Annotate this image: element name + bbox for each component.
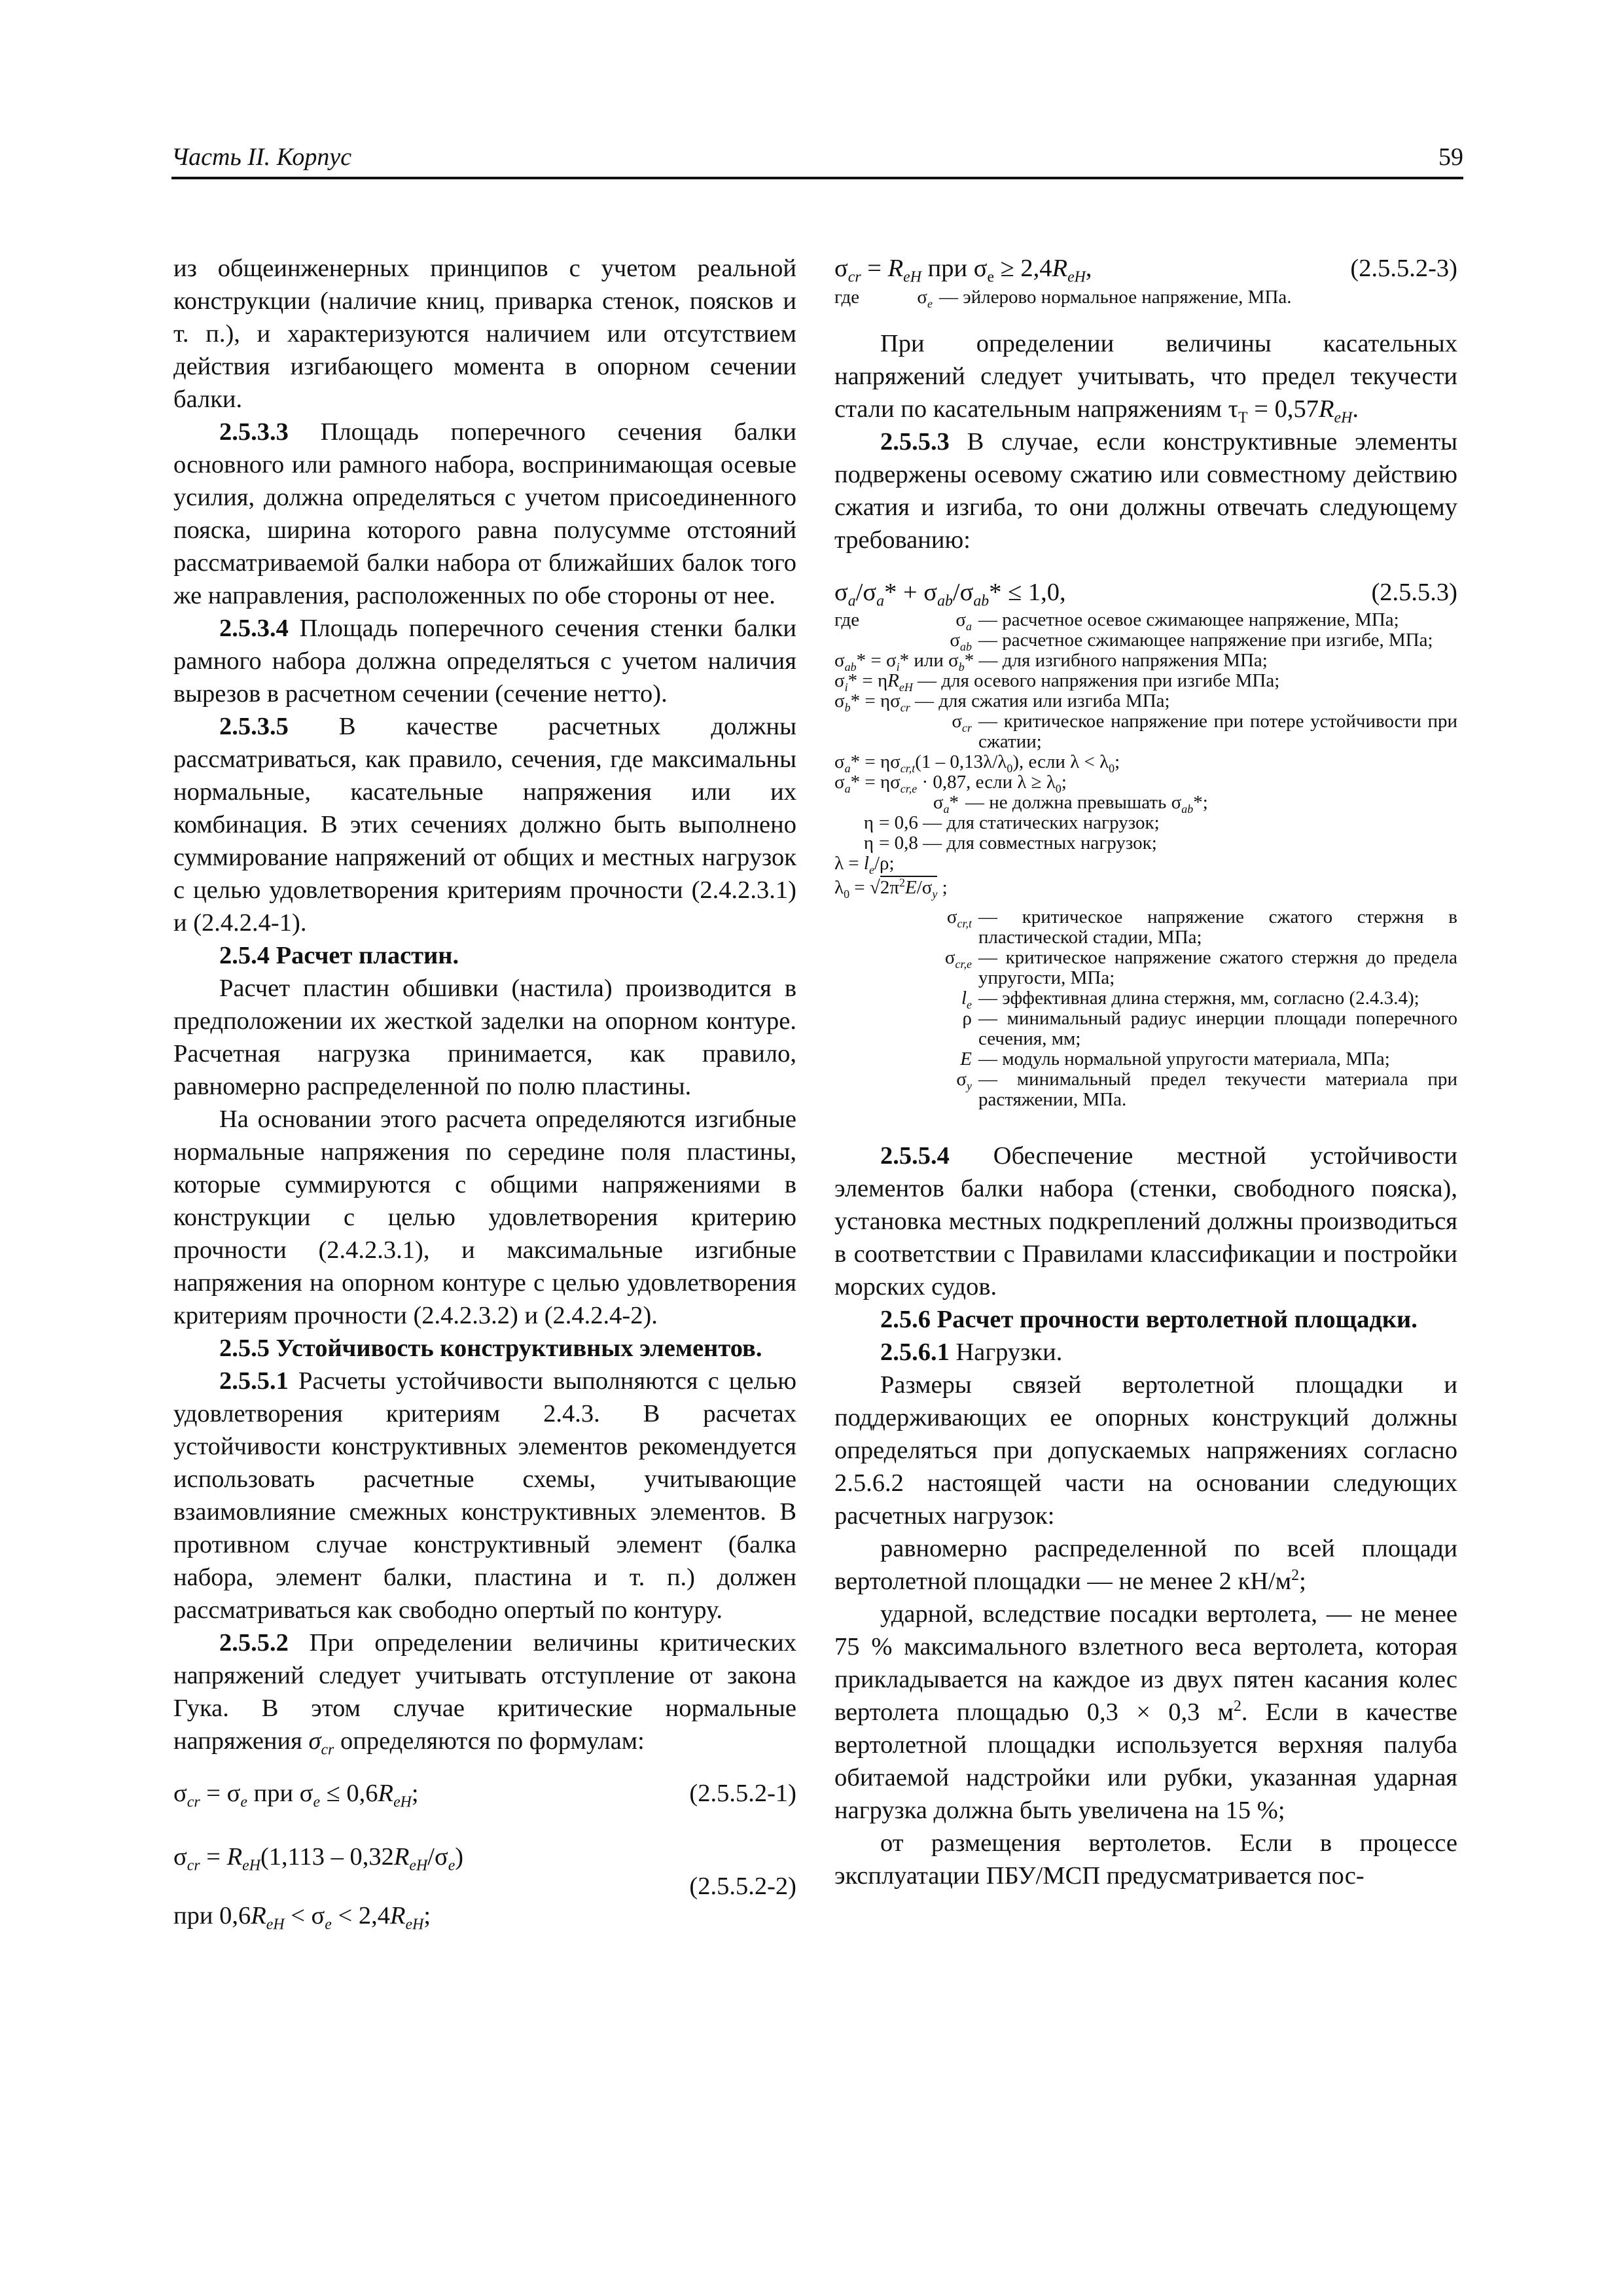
def-row: $\sigma_a*$ — не должна превышать $\sigma_{ab}*$;	[933, 792, 1208, 816]
section-text-end: определяются по формулам:	[334, 1727, 645, 1755]
paragraph-helideck-b: равномерно распределенной по всей площади вертолетной площадки — не менее 2 $кН/м^2$;	[834, 1535, 1457, 1595]
paragraph-helideck-c: ударной, вследствие посадки вертолета, — не менее 75 % максимального взлетного веса вертолета, которая прикладывается на каждое из двух пятен касания колес вертолета площадью 0,3 × 0,3 $м^2$. Если в качестве вертолетной площадки используется верхняя палуба обитаемой надстройки или рубки, указанная ударная нагрузка должна быть увеличена на 15 %;	[834, 1600, 1458, 1824]
left-column	[173, 252, 796, 1932]
tau-formula: $\tau_T = 0,57R_{eH}$.	[1228, 395, 1359, 427]
equation-number: (2.5.5.3)	[1371, 579, 1457, 606]
heading-2-5-4: 2.5.4 Расчет пластин.	[219, 942, 459, 969]
section-number: 2.5.6.1	[880, 1338, 950, 1366]
paragraph-plates-a: Расчет пластин обшивки (настила) производится в предположении их жесткой заделки на опорном контуре. Расчетная нагрузка принимается, как правило, равномерно распределенной по полю пластины.	[173, 975, 796, 1100]
heading-2-5-5: 2.5.5 Устойчивость конструктивных элементов.	[219, 1335, 762, 1362]
equation-body: $\sigma_{cr} = R_{eH}(1,113 - 0,32R_{eH}/\sigma_e)$	[173, 1843, 464, 1874]
section-2-5-5-4	[834, 1139, 1457, 1303]
equation-2-5-5-2-2	[173, 1840, 796, 1932]
section-number: 2.5.5.4	[880, 1142, 950, 1170]
def-row: E — модуль нормальной упругости материала, МПа;	[960, 1049, 1390, 1069]
paragraph-continuation: из общеинженерных принципов с учетом реальной конструкции (наличие книц, приварка стенок, поясков и т. п.), и характеризуются наличием или отсутствием действия изгибающего момента в опорном сечении балки.	[173, 255, 796, 413]
section-2-5-3-3	[173, 416, 796, 612]
def-row: $\sigma_{cr,e}$ — критическое напряжение сжатого стержня до предела упругости, МПа;	[944, 947, 1457, 988]
header-rule	[171, 177, 1463, 179]
paragraph-helideck-a: Размеры связей вертолетной площадки и поддерживающих ее опорных конструкций должны определяться при допускаемых напряжениях согласно 2.5.6.2 настоящей части на основании следующих расчетных нагрузок:	[834, 1371, 1457, 1530]
section-text: В случае, если конструктивные элементы подвержены осевому сжатию или совместному действию сжатия и изгиба, то они должны отвечать следующему требованию:	[834, 428, 1457, 554]
equation-2-5-5-3	[834, 576, 1457, 610]
def-row: $\sigma_{cr,t}$ — критическое напряжение сжатого стержня в пластической стадии, МПа;	[946, 906, 1457, 948]
def-row: $\sigma_i* = \eta R_{eH}$ — для осевого напряжения при изгибе МПа;	[834, 670, 1280, 694]
page-number: 59	[1438, 143, 1463, 171]
equation-2-5-5-2-1	[173, 1777, 796, 1811]
equation-number: (2.5.5.2-2)	[689, 1873, 796, 1900]
section-text: При определении величины критических напряжений следует учитывать отступление от закона Гука. В этом случае критические нормальные напряжения	[173, 1629, 796, 1755]
heading-2-5-6: 2.5.6 Расчет прочности вертолетной площадки.	[880, 1306, 1418, 1333]
paragraph-shear: При определении величины касательных напряжений следует учитывать, что предел текучести стали по касательным напряжениям $\tau_T = 0,57R_{eH}$.	[834, 330, 1457, 427]
section-2-5-5-3	[834, 425, 1457, 556]
def-row: $l_e$ — эффективная длина стержня, мм, согласно (2.4.3.4);	[961, 988, 1419, 1011]
where-block-euler: где $\sigma_e$ — эйлерово нормальное напряжение, МПа.	[834, 287, 1292, 310]
def-row: $\sigma_{cr}$ — критическое напряжение при потере устойчивости при сжатии;	[952, 711, 1457, 752]
paragraph-plates-b: На основании этого расчета определяются изгибные нормальные напряжения по середине поля пластины, которые суммируются с общими напряжениями в конструкции с целью удовлетворения критерию прочности (2.4.2.3.1), и максимальные изгибные напряжения на опорном контуре с целью удовлетворения критериям прочности (2.4.2.3.2) и (2.4.2.4-2).	[173, 1105, 796, 1329]
sigma-cr-symbol: $\sigma_{cr}$	[308, 1727, 334, 1759]
def-row: ρ — минимальный радиус инерции площади поперечного сечения, мм;	[962, 1008, 1457, 1049]
section-text: Расчеты устойчивости выполняются с целью удовлетворения критериям 2.4.3. В расчетах устойчивости конструктивных элементов рекомендуется использовать расчетные схемы, учитывающие взаимовлияние смежных конструктивных элементов. В противном случае конструктивный элемент (балка набора, элемент балки, пластина и т. п.) должен рассматриваться как свободно опертый по контуру.	[173, 1367, 796, 1624]
def-row: $\lambda_0 = √2\pi^2E/\sigma_y$ ;	[834, 876, 948, 901]
section-text: Площадь поперечного сечения стенки балки рамного набора должна определяться с учетом наличия вырезов в расчетном сечении (сечение нетто).	[173, 615, 796, 708]
section-number: 2.5.3.5	[219, 713, 289, 740]
section-text: В качестве расчетных должны рассматриваться, как правило, сечения, где максимальны нормальные, касательные напряжения или их комбинация. В этих сечениях должно быть выполнено суммирование напряжений от общих и местных нагрузок с целью удовлетворения критериям прочности (2.4.2.3.1) и (2.4.2.4-1).	[173, 713, 796, 937]
section-text: Нагрузки.	[949, 1338, 1063, 1366]
section-2-5-5-2	[173, 1626, 796, 1757]
section-number: 2.5.3.4	[219, 615, 289, 642]
def-row: η = 0,6 — для статических нагрузок;	[863, 812, 1160, 833]
equation-number: (2.5.5.2-1)	[689, 1780, 796, 1807]
def-row: η = 0,8 — для совместных нагрузок;	[863, 833, 1157, 853]
def-row: $\lambda = l_e/\rho$;	[834, 853, 895, 876]
right-column	[834, 252, 1457, 1892]
def-row: $\sigma_a* = \eta\sigma_{cr,t}$ $(1 - 0,13\lambda/\lambda_0)$, если $\lambda < \lambda_0$;	[834, 751, 1120, 775]
section-number: 2.5.5.1	[219, 1367, 289, 1395]
header-title: Часть II. Корпус	[171, 143, 352, 171]
section-number: 2.5.3.3	[219, 418, 289, 446]
equation-2-5-5-2-3	[834, 252, 1457, 286]
section-number: 2.5.5.3	[880, 428, 950, 456]
running-header	[171, 143, 1463, 175]
section-number: 2.5.5.2	[219, 1629, 289, 1657]
section-2-5-5-1	[173, 1365, 796, 1626]
equation-condition: при $0,6R_{eH} < \sigma_e < 2,4R_{eH}$;	[173, 1902, 431, 1933]
section-text: Обеспечение местной устойчивости элементов балки набора (стенки, свободного пояска), установка местных подкреплений должны производиться в соответствии с Правилами классификации и постройки морских судов.	[834, 1142, 1457, 1300]
def-row: $\sigma_b* = \eta\sigma_{cr}$ — для сжатия или изгиба МПа;	[834, 691, 1170, 714]
definitions-list	[834, 610, 1457, 1110]
equation-body: $\sigma_{cr} = R_{eH}$ при $\sigma_e \ge 2,4R_{eH}$,	[834, 255, 1092, 286]
def-row: $\sigma_{ab}$ — расчетное сжимающее напряжение при изгибе, МПа;	[950, 630, 1433, 653]
def-row: $\sigma_y$ — минимальный предел текучести материала при растяжении, МПа.	[956, 1069, 1457, 1110]
section-text: Площадь поперечного сечения балки основного или рамного набора, воспринимающая осевые усилия, должна определяться с учетом присоединенного пояска, ширина которого равна полусумме отстояний рассматриваемой балки набора от ближайших балок того же направления, расположенных по обе стороны от нее.	[173, 418, 796, 609]
equation-body: $\sigma_{cr} = \sigma_e$ при $\sigma_e \le 0,6R_{eH}$;	[173, 1780, 419, 1811]
equation-number: (2.5.5.2-3)	[1350, 255, 1457, 282]
def-row: $\sigma_a* = \eta\sigma_{cr,e}$ · 0,87, если $\lambda \ge \lambda_0$;	[834, 772, 1067, 795]
section-2-5-3-5	[173, 710, 796, 939]
paragraph-helideck-d: от размещения вертолетов. Если в процессе эксплуатации ПБУ/МСП предусматривается пос-	[834, 1829, 1457, 1890]
def-row: $\sigma_{ab}* = \sigma_i*$ или $\sigma_b*$ — для изгибного напряжения МПа;	[834, 650, 1268, 673]
section-2-5-6-1	[834, 1336, 1457, 1369]
section-2-5-3-4	[173, 612, 796, 710]
equation-body: $\sigma_a/\sigma_a* + \sigma_{ab}/\sigma_{ab}* \le 1,0$,	[834, 579, 1066, 610]
def-row: где $\sigma_a$ — расчетное осевое сжимающее напряжение, МПа;	[834, 609, 1399, 633]
